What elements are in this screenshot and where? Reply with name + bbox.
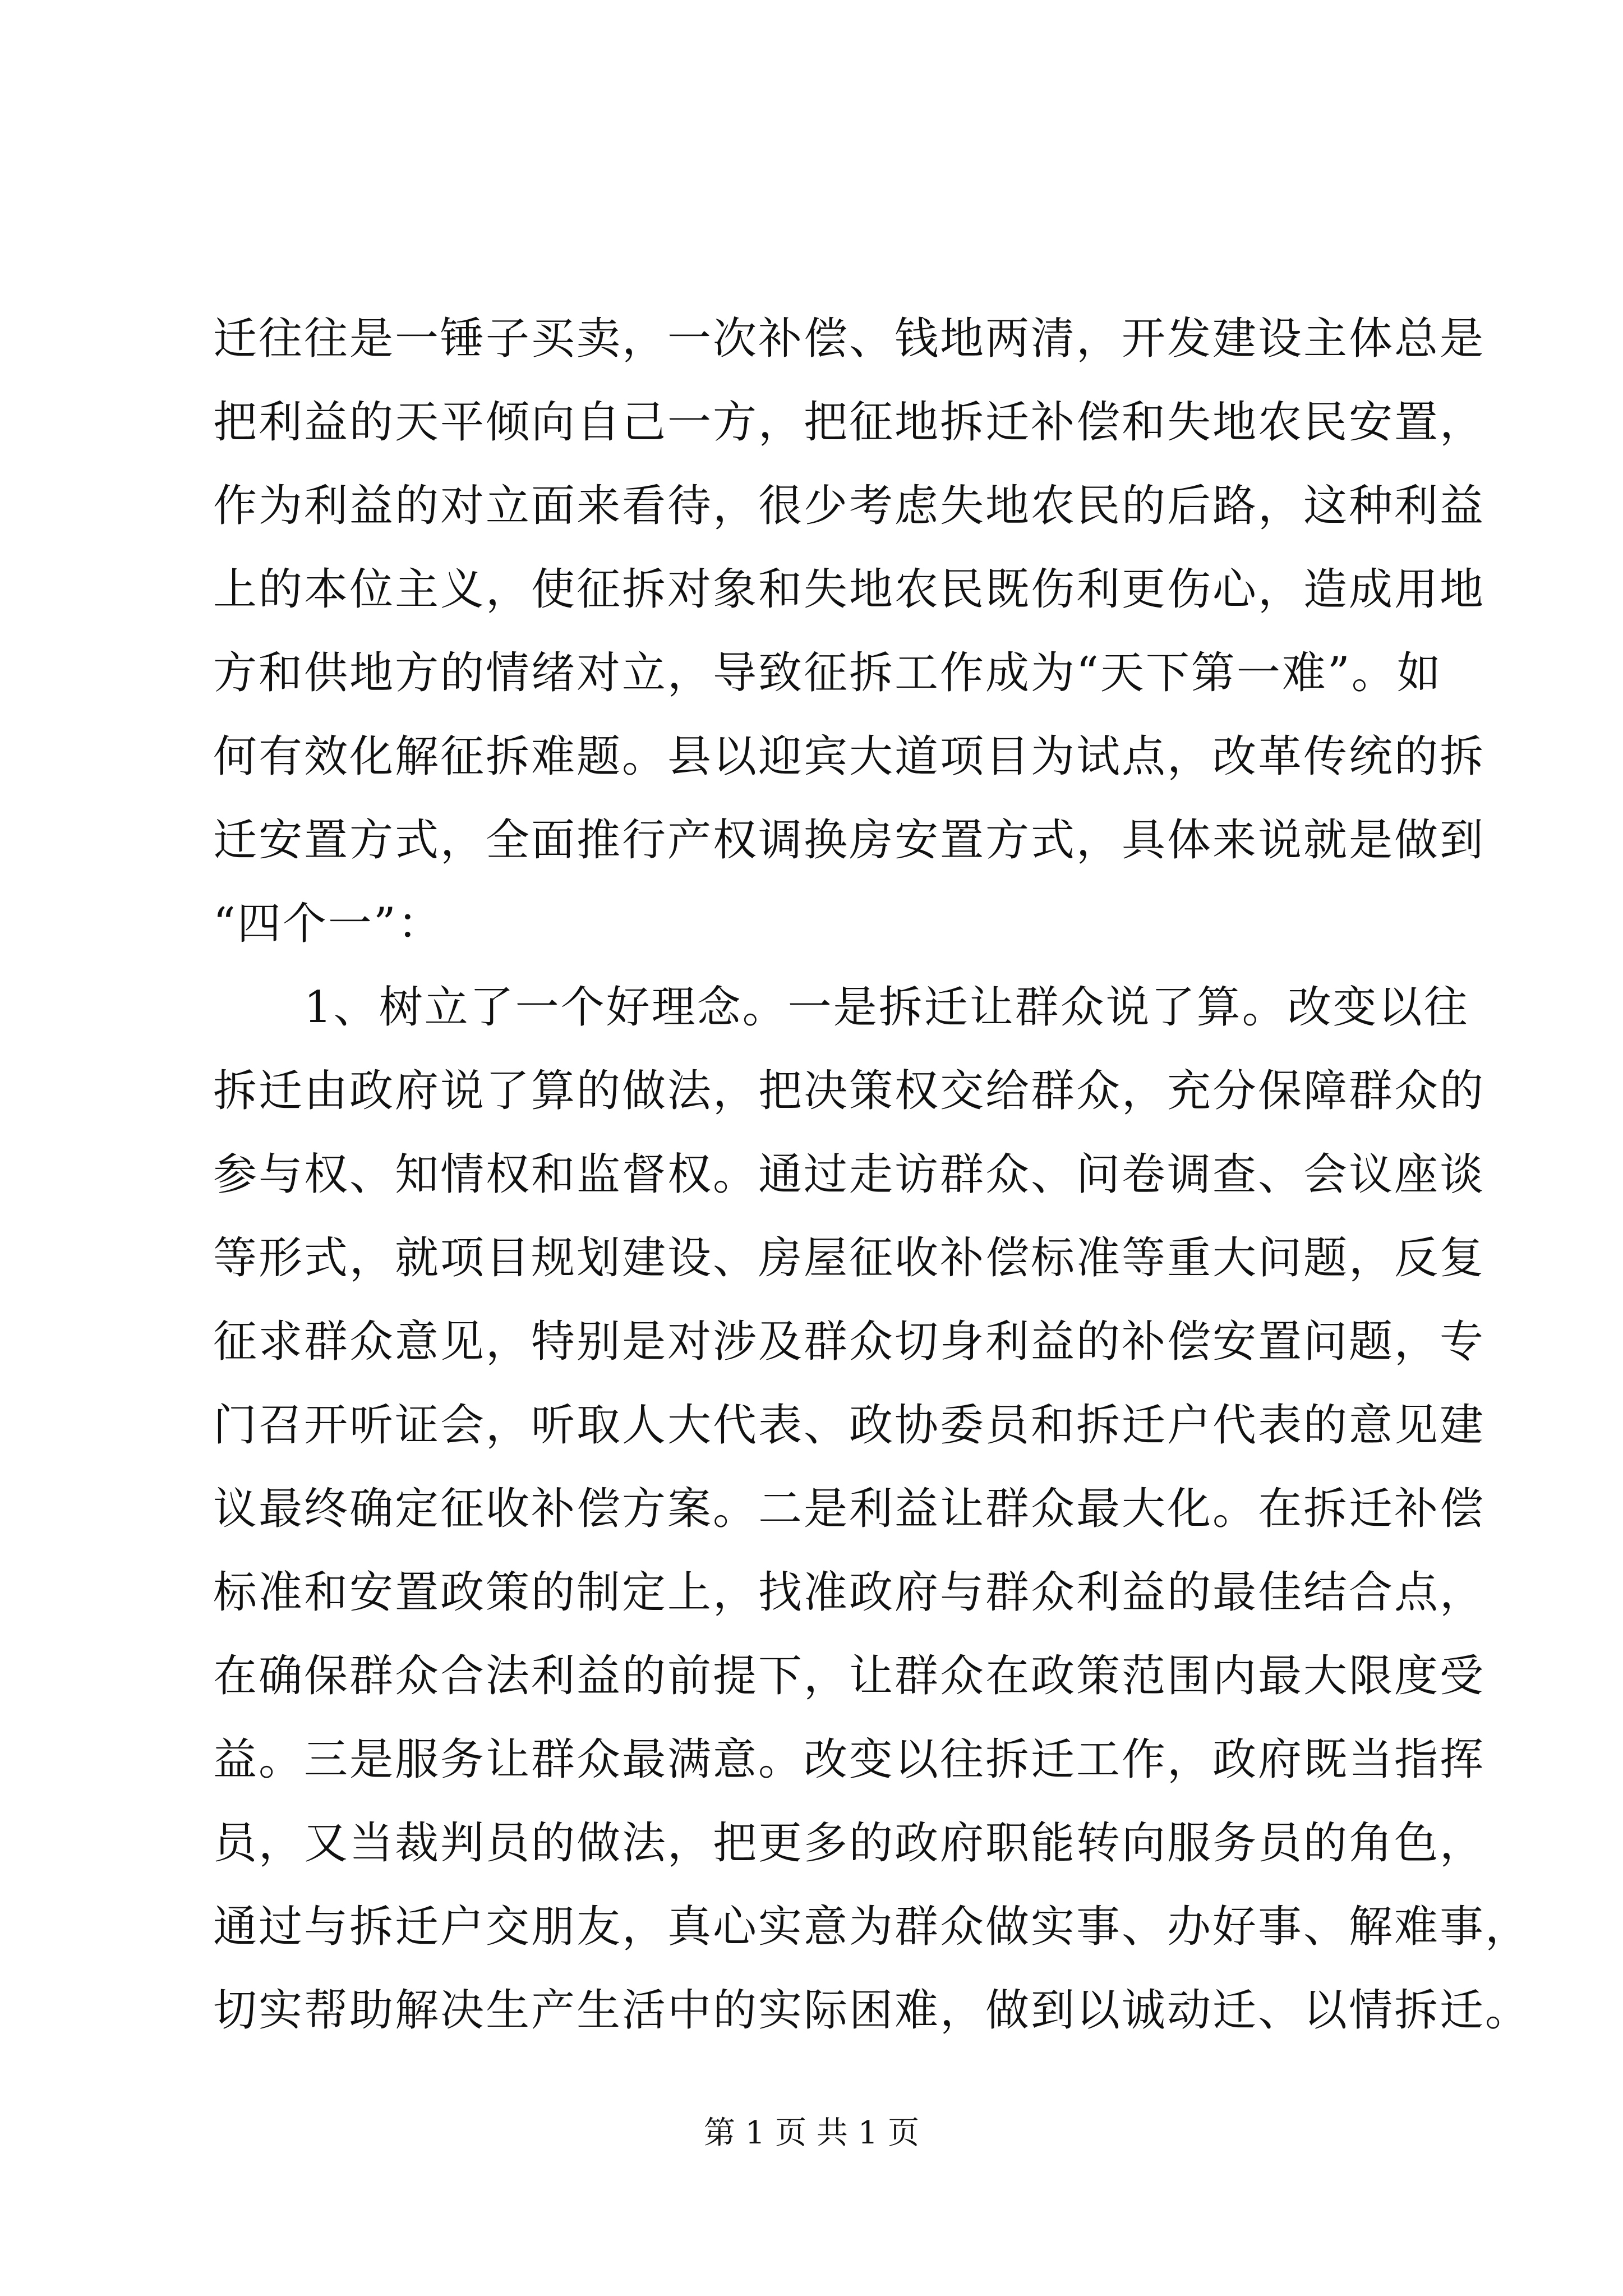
page-number-label: 第 1 页 共 1 页 <box>703 2115 920 2151</box>
text-line: “四个一”： <box>213 899 443 949</box>
text-line: 何有效化解征拆难题。县以迎宾大道项目为试点，改革传统的拆 <box>213 731 1486 782</box>
text-line: 切实帮助解决生产生活中的实际困难，做到以诚动迁、以情拆迁。 <box>213 1985 1531 2036</box>
text-line: 等形式，就项目规划建设、房屋征收补偿标准等重大问题，反复 <box>213 1233 1486 1283</box>
text-line: 门召开听证会，听取人大代表、政协委员和拆迁户代表的意见建 <box>213 1400 1486 1451</box>
text-line: 通过与拆迁户交朋友，真心实意为群众做实事、办好事、解难事， <box>213 1902 1531 1952</box>
text-line: 1、树立了一个好理念。一是拆迁让群众说了算。改变以往 <box>213 982 1469 1033</box>
text-line: 迁安置方式，全面推行产权调换房安置方式，具体来说就是做到 <box>213 815 1486 866</box>
text-line: 在确保群众合法利益的前提下，让群众在政策范围内最大限度受 <box>213 1651 1486 1701</box>
text-line: 议最终确定征收补偿方案。二是利益让群众最大化。在拆迁补偿 <box>213 1484 1486 1534</box>
text-line: 征求群众意见，特别是对涉及群众切身利益的补偿安置问题，专 <box>213 1317 1486 1367</box>
text-line: 标准和安置政策的制定上，找准政府与群众利益的最佳结合点， <box>213 1567 1486 1618</box>
text-line: 上的本位主义，使征拆对象和失地农民既伤利更伤心，造成用地 <box>213 564 1486 615</box>
text-line: 迁往往是一锤子买卖，一次补偿、钱地两清，开发建设主体总是 <box>213 314 1486 364</box>
text-line: 把利益的天平倾向自己一方，把征地拆迁补偿和失地农民安置， <box>213 397 1486 448</box>
document-body <box>213 297 1531 2053</box>
text-line: 作为利益的对立面来看待，很少考虑失地农民的后路，这种利益 <box>213 481 1486 531</box>
text-line: 拆迁由政府说了算的做法，把决策权交给群众，充分保障群众的 <box>213 1066 1486 1116</box>
text-line: 方和供地方的情绪对立，导致征拆工作成为“天下第一难”。如 <box>213 648 1442 698</box>
page-footer <box>0 2114 1623 2153</box>
text-line: 参与权、知情权和监督权。通过走访群众、问卷调查、会议座谈 <box>213 1149 1486 1200</box>
text-line: 员，又当裁判员的做法，把更多的政府职能转向服务员的角色， <box>213 1818 1486 1869</box>
text-line: 益。三是服务让群众最满意。改变以往拆迁工作，政府既当指挥 <box>213 1734 1486 1785</box>
